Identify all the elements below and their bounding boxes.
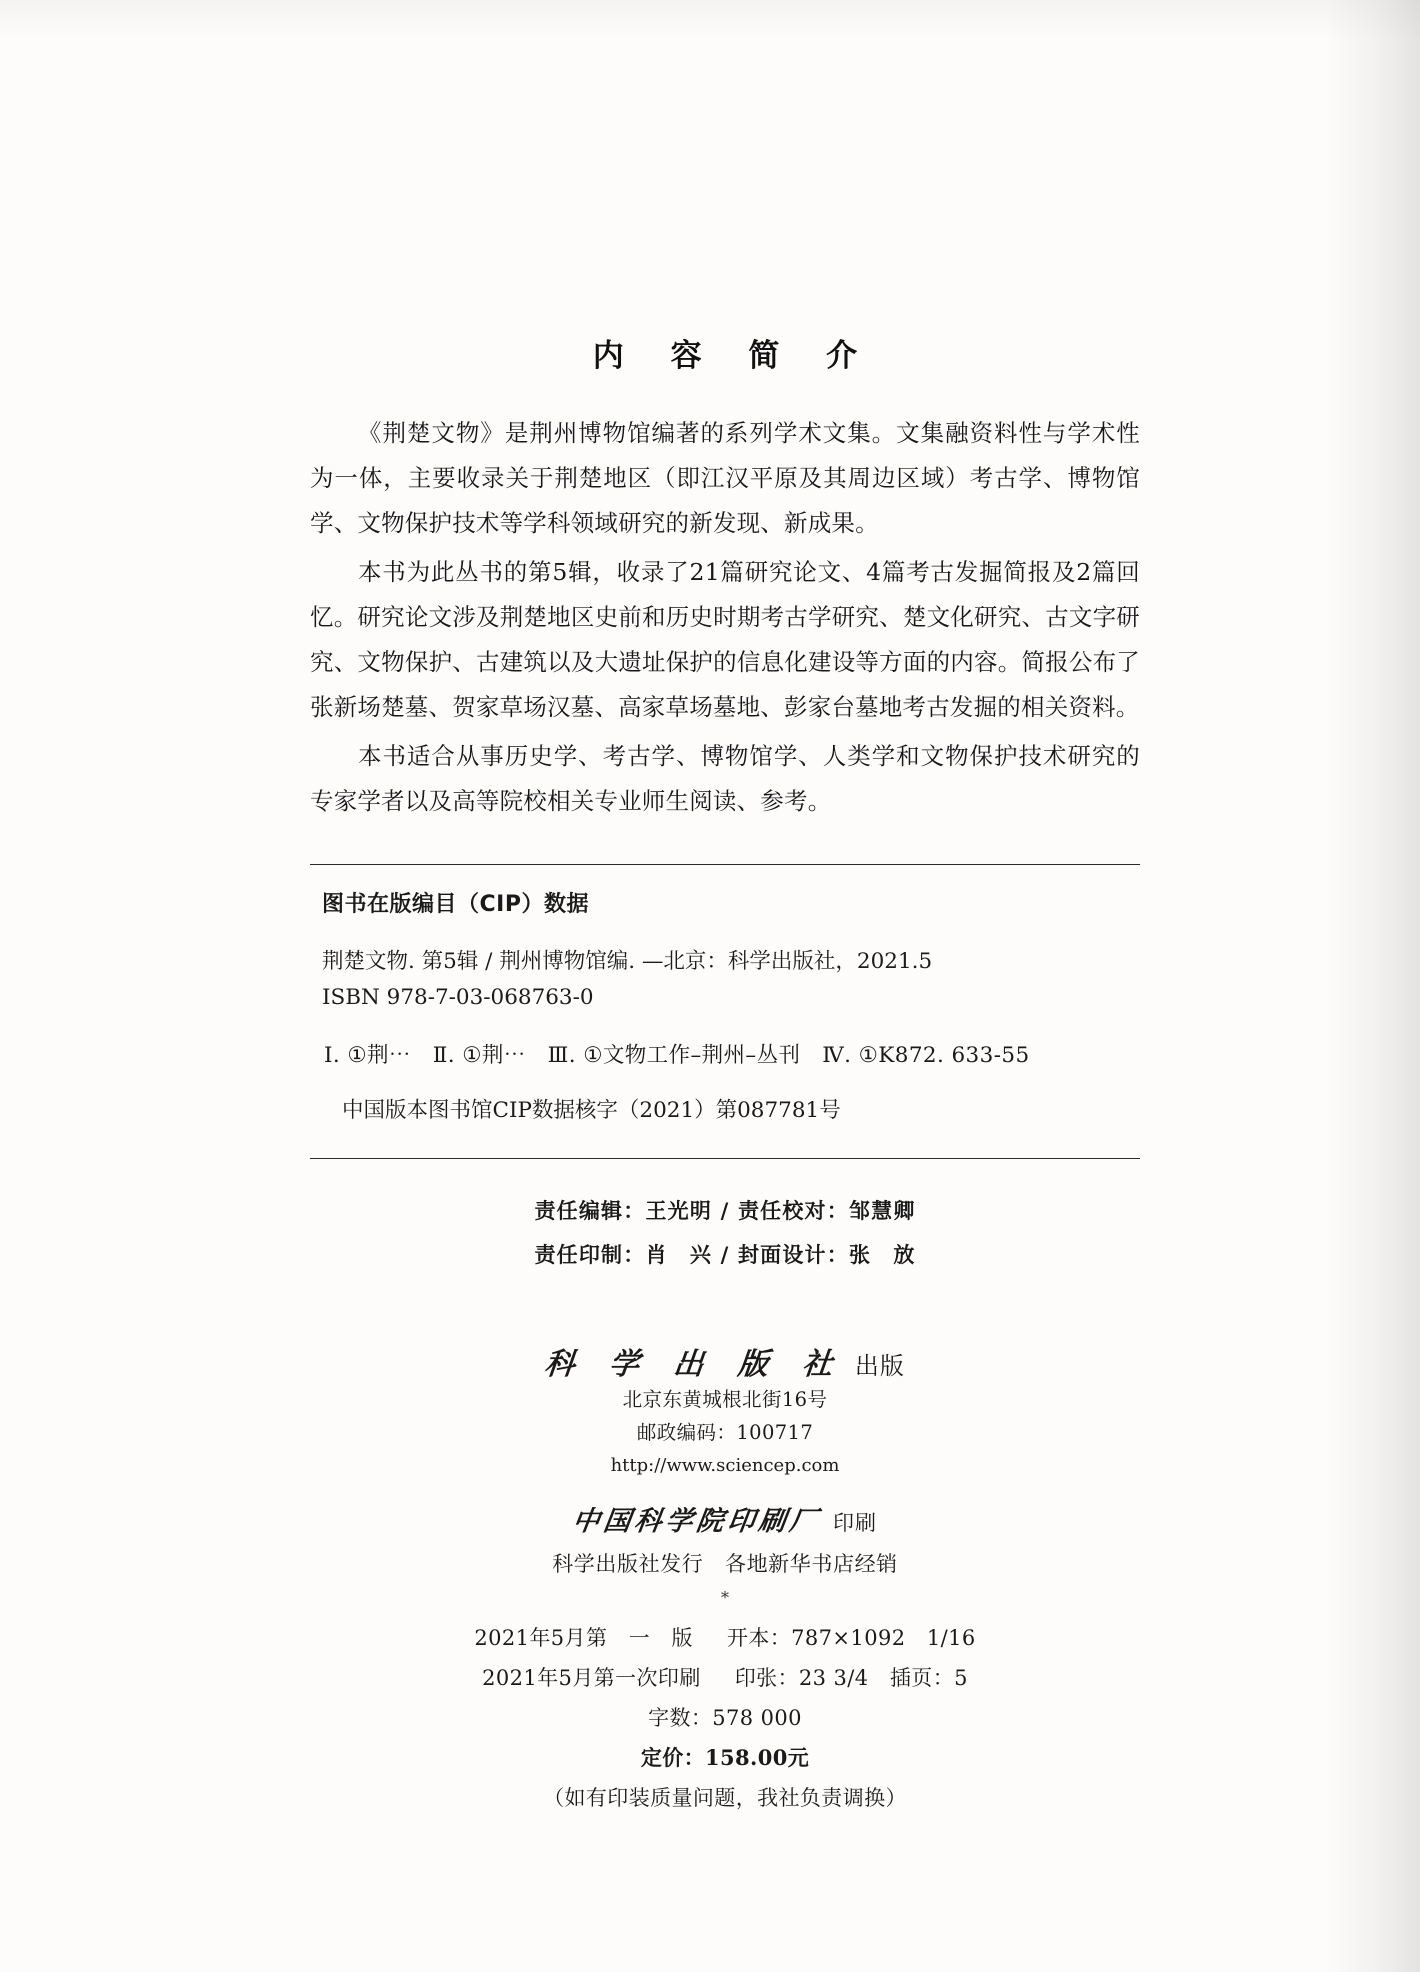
cip-block <box>310 864 1140 1159</box>
printer-label: 印刷 <box>833 1511 877 1535</box>
publisher-suffix: 出版 <box>854 1352 905 1380</box>
abstract-block <box>310 411 1140 824</box>
divider-bottom <box>310 1158 1140 1159</box>
page-title: 内 容 简 介 <box>592 338 876 374</box>
publisher-logo-row <box>310 1339 1140 1383</box>
publisher-block <box>310 1339 1140 1612</box>
print-sheets: 印张：23 3/4 插页：5 <box>734 1666 968 1690</box>
print-edition-line <box>310 1618 1140 1658</box>
credit-line-printing: 责任印制：肖 兴 / 封面设计：张 放 <box>534 1243 916 1267</box>
abstract-paragraph: 《荆楚文物》是荆州博物馆编著的系列学术文集。文集融资料性与学术性为一体，主要收录关于荆楚地区（即江汉平原及其周边区域）考古学、博物馆学、文物保护技术等学科领域研究的新发现、新成果。 <box>310 419 1140 537</box>
distribution-line: 科学出版社发行 各地新华书店经销 <box>552 1552 898 1576</box>
print-impression-date: 2021年5月第一次印刷 <box>482 1666 701 1690</box>
abstract-paragraph: 本书为此丛书的第5辑，收录了21篇研究论文、4篇考古发掘简报及2篇回忆。研究论文涉及荆楚地区史前和历史时期考古学研究、楚文化研究、古文字研究、文物保护、古建筑以及大遗址保护的信息化建设等方面的内容。简报公布了张新场楚墓、贺家草场汉墓、高家草场墓地、彭家台墓地考古发掘的相关资料。 <box>310 558 1140 721</box>
publisher-address: 北京东黄城根北街16号 <box>622 1388 828 1411</box>
print-format: 开本：787×1092 1/16 <box>726 1626 976 1650</box>
cip-isbn: ISBN 978-7-03-068763-0 <box>322 985 594 1010</box>
cip-core-number: 中国版本图书馆CIP数据核字（2021）第087781号 <box>342 1098 841 1123</box>
copyright-page-content <box>310 330 1140 1818</box>
cip-heading: 图书在版编目（CIP）数据 <box>322 892 589 917</box>
word-count: 字数：578 000 <box>648 1706 802 1730</box>
print-edition-date: 2021年5月第 一 版 <box>474 1626 693 1650</box>
print-impression-line <box>310 1658 1140 1698</box>
printer-row <box>310 1499 1140 1538</box>
separator-asterisk: * <box>721 1588 729 1607</box>
abstract-paragraph: 本书适合从事历史学、考古学、博物馆学、人类学和文物保护技术研究的专家学者以及高等院校相关专业师生阅读、参考。 <box>310 742 1140 815</box>
science-press-logo: 科 学 出 版 社 <box>542 1347 847 1382</box>
price-line: 定价：158.00元 <box>640 1745 810 1770</box>
credit-line-editor: 责任编辑：王光明 / 责任校对：邹慧卿 <box>534 1199 916 1223</box>
cip-classification: Ⅰ. ①荆⋯ Ⅱ. ①荆⋯ Ⅲ. ①文物工作–荆州–丛刊 Ⅳ. ①K872. 633-55 <box>324 1043 1030 1068</box>
cip-title-line: 荆楚文物. 第5辑 / 荆州博物馆编. —北京：科学出版社，2021.5 <box>322 949 933 974</box>
printer-logo: 中国科学院印刷厂 <box>570 1506 823 1537</box>
staff-credits <box>310 1189 1140 1277</box>
quality-note: （如有印装质量问题，我社负责调换） <box>543 1786 907 1810</box>
publisher-postcode: 邮政编码：100717 <box>636 1421 814 1444</box>
print-data-block <box>310 1618 1140 1818</box>
publisher-url: http://www.sciencep.com <box>610 1455 840 1476</box>
